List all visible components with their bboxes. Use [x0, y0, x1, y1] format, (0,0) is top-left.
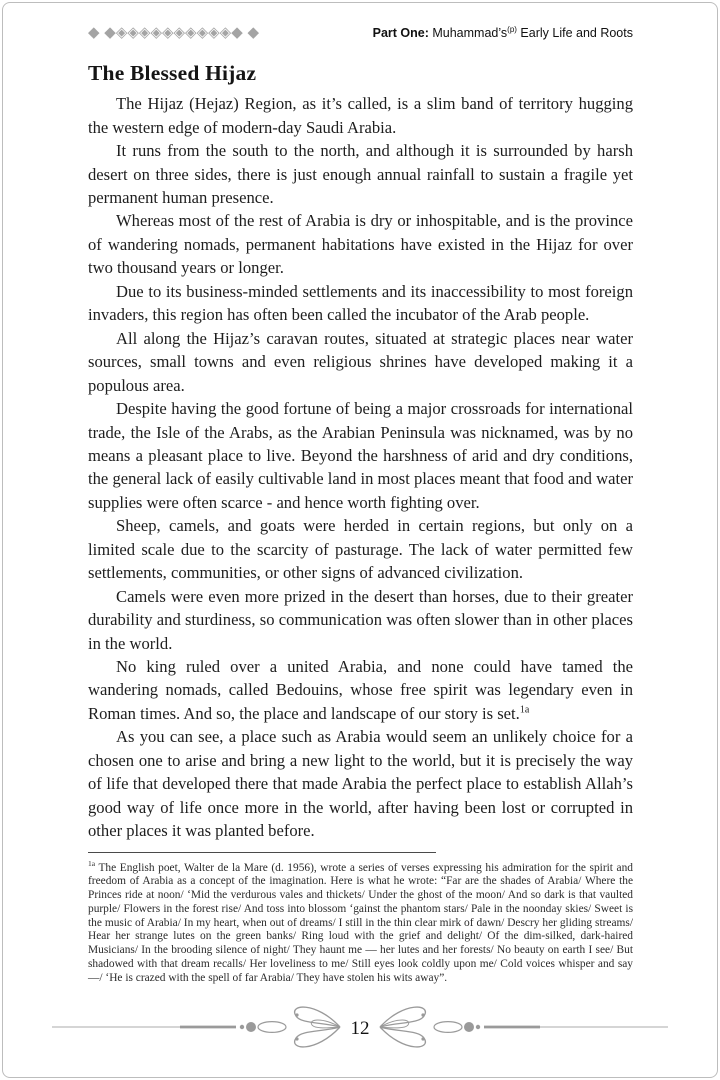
page-footer: [3, 999, 717, 1055]
footnote-text: [88, 857, 633, 986]
paragraph: Due to its business-minded settlements and its inaccessibility to most foreign invaders, this region has often been called the incubator of the Arab people.: [88, 281, 633, 325]
paragraph: The Hijaz (Hejaz) Region, as it’s called, is a slim band of territory hugging the western edge of modern-day Saudi Arabia.: [88, 94, 633, 137]
paragraph: It runs from the south to the north, and although it is surrounded by harsh desert on three sides, there is just enough annual rainfall to sustain a fragile yet permanent human presence.: [88, 141, 633, 207]
part-name: Muhammad’s: [428, 26, 508, 41]
paragraph: [88, 655, 633, 725]
part-rest: Early Life and Roots: [516, 26, 633, 41]
diamond-ornament: ◆ ◆◈◈◈◈◈◈◈◈◈◈◆ ◆: [88, 23, 260, 42]
paragraph: Camels were even more prized in the desert than horses, due to their greater durability and sturdiness, so communication was often slower than in other places in the world.: [88, 586, 633, 653]
footnote-block: [88, 852, 633, 986]
footer-ornament: [50, 999, 670, 1055]
footnote-marker: 1a: [88, 858, 96, 868]
chapter-title: The Blessed Hijaz: [88, 61, 257, 86]
paragraph: Despite having the good fortune of being a major crossroads for international trade, the Isle of the Arabs, as the Arabian Peninsula was nicknamed, was by no means a pleasant place to live. Beyond the harshness of arid and dry conditions, the general lack of easily cultivable land in most places meant that food and water supplies were often scarce - and hence worth fighting over.: [88, 399, 633, 512]
part-superscript: (p): [507, 25, 517, 34]
page-header: [88, 25, 633, 40]
body-text: [88, 92, 633, 843]
footnote-separator: [88, 852, 436, 853]
footnote-body: The English poet, Walter de la Mare (d. 1956), wrote a series of verses expressing his admiration for the spirit and freedom of Arabia as a concept of the imagination. Here is what he wrote: “Far are the shades of Arabia/ Where the Princes ride at noon/ ‘Mid the verdurous vales and thickets/ Under the ghost of the moon/ And so dark is that vaulted purple/ Flowers in the forest rise/ And toss into blossom ‘gainst the phantom stars/ Pale in the noonday skies/ Sweet is the music of Arabia/ In my heart, when out of dreams/ I still in the thin clear mirk of dawn/ Descry her gliding streams/ Hear her strange lutes on the green banks/ Ring loud with the grief and delight/ Of the dim-silked, dark-haired Musicians/ In the brooding silence of night/ They haunt me — her lutes and her forests/ No beauty on earth I see/ But shadowed with that dream recalls/ Her loveliness to me/ Still eyes look coldly upon me/ Cold voices whisper and say —/ ‘He is crazed with the spell of far Arabia/ They have stolen his wits away”.: [88, 861, 633, 984]
paragraph: Sheep, camels, and goats were herded in certain regions, but only on a limited scale due to the scarcity of pasturage. The lack of water permitted few settlements, communities, or other signs of advanced civilization.: [88, 516, 633, 583]
paragraph: Whereas most of the rest of Arabia is dry or inhospitable, and is the province of wandering nomads, permanent habitations have existed in the Hijaz for over two thousand years or longer.: [88, 211, 633, 278]
paragraph-text: No king ruled over a united Arabia, and none could have tamed the wandering nomads, called Bedouins, whose free spirit was legendary even in Roman times. And so, the place and landscape of our story is set.: [88, 657, 633, 723]
page-number: 12: [350, 1018, 370, 1039]
paragraph: As you can see, a place such as Arabia would seem an unlikely choice for a chosen one to arise and bring a new light to the world, but it is precisely the way of life that developed there that made Arabia the perfect place to establish Allah’s good way of life once more in the world, after having been lost or corrupted in other places it was planted before.: [88, 727, 633, 841]
footnote-reference: 1a: [519, 704, 530, 716]
paragraph: All along the Hijaz’s caravan routes, situated at strategic places near water sources, small towns and even religious shrines have developed making it a populous area.: [88, 328, 633, 395]
book-page: [2, 2, 718, 1078]
running-header: [373, 25, 633, 40]
part-label: Part One:: [372, 26, 429, 41]
